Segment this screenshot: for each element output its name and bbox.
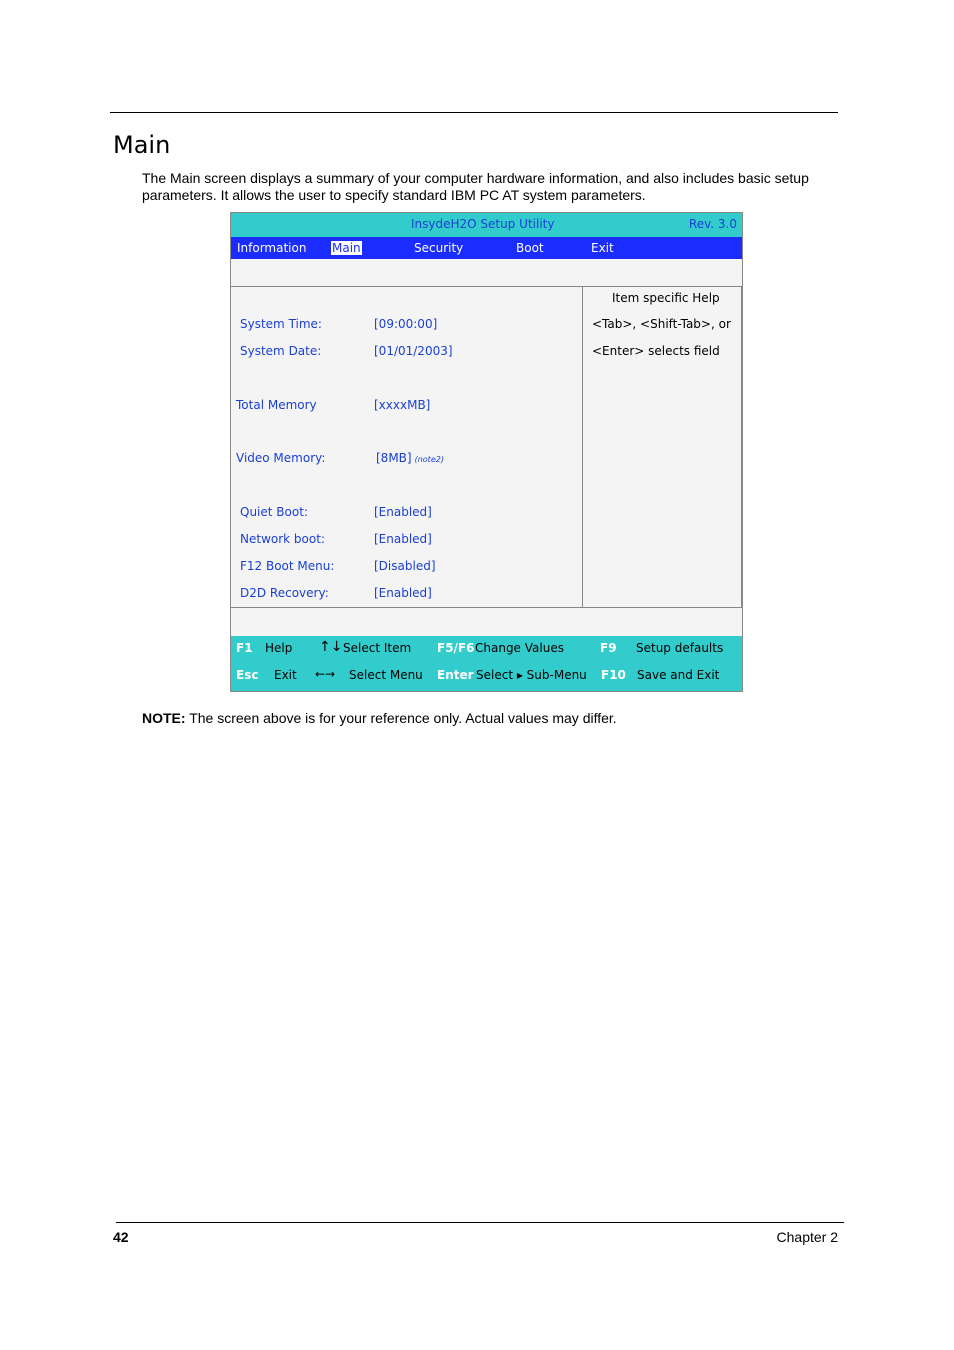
tab-security[interactable]: Security: [414, 241, 464, 255]
esc-key: Esc: [236, 668, 259, 682]
f1-key: F1: [236, 641, 253, 655]
d2d-recovery-label: D2D Recovery:: [240, 586, 329, 600]
tab-main[interactable]: Main: [332, 241, 361, 255]
page-number: 42: [113, 1229, 129, 1245]
d2d-recovery-value[interactable]: [Enabled]: [374, 586, 432, 600]
f10-key: F10: [601, 668, 626, 682]
video-memory-note: (note2): [414, 455, 444, 464]
bios-key-legend: [231, 636, 742, 691]
total-memory-value: [xxxxMB]: [374, 398, 431, 412]
f9-key: F9: [600, 641, 617, 655]
note-paragraph: [142, 710, 617, 726]
system-date-label: System Date:: [240, 344, 322, 358]
system-time-label: System Time:: [240, 317, 322, 331]
esc-desc: Exit: [274, 668, 297, 682]
quiet-boot-value[interactable]: [Enabled]: [374, 505, 432, 519]
network-boot-label: Network boot:: [240, 532, 325, 546]
f1-desc: Help: [265, 641, 293, 655]
network-boot-value[interactable]: [Enabled]: [374, 532, 432, 546]
select-menu-desc: Select Menu: [349, 668, 423, 682]
f12-boot-menu-value[interactable]: [Disabled]: [374, 559, 436, 573]
tab-exit[interactable]: Exit: [591, 241, 614, 255]
bios-screen: [230, 212, 743, 692]
help-line-2: <Enter> selects field: [592, 344, 720, 358]
system-time-value[interactable]: [09:00:00]: [374, 317, 438, 331]
tab-boot[interactable]: Boot: [516, 241, 544, 255]
quiet-boot-label: Quiet Boot:: [240, 505, 308, 519]
help-line-1: <Tab>, <Shift-Tab>, or: [592, 317, 731, 331]
bios-blank-row: [231, 259, 742, 287]
bios-settings-panel: [231, 287, 582, 607]
bios-revision: Rev. 3.0: [688, 217, 737, 231]
f9-desc: Setup defaults: [636, 641, 724, 655]
system-date-value[interactable]: [01/01/2003]: [374, 344, 453, 358]
bios-blank-bottom-row: [231, 607, 742, 637]
enter-key: Enter: [437, 668, 474, 682]
intro-paragraph: The Main screen displays a summary of your computer hardware information, and also includes basic setup parameters. It allows the user to specify standard IBM PC AT system parameters.: [142, 170, 809, 203]
page-title: Main: [113, 131, 171, 159]
enter-desc: Select ▸ Sub-Menu: [476, 668, 587, 682]
top-rule: [110, 112, 838, 113]
f5-f6-key: F5/F6: [437, 641, 475, 655]
f5-f6-desc: Change Values: [475, 641, 564, 655]
video-memory-amount: [8MB]: [376, 451, 412, 465]
bios-title-bar: [231, 213, 742, 237]
tab-information[interactable]: Information: [237, 241, 307, 255]
up-down-arrow-icon: ↑↓: [319, 639, 343, 655]
f12-boot-menu-label: F12 Boot Menu:: [240, 559, 335, 573]
bios-menu-bar: [231, 237, 742, 259]
chapter-label: Chapter 2: [776, 1229, 838, 1245]
video-memory-label: Video Memory:: [236, 451, 326, 465]
f10-desc: Save and Exit: [637, 668, 720, 682]
total-memory-label: Total Memory: [236, 398, 317, 412]
bios-title: InsydeH2O Setup Utility: [411, 217, 555, 231]
left-right-arrow-icon: ←→: [315, 667, 336, 681]
note-text: The screen above is for your reference only. Actual values may differ.: [189, 710, 617, 726]
note-label: NOTE:: [142, 710, 186, 726]
help-title: Item specific Help: [612, 291, 720, 305]
video-memory-value: [376, 451, 444, 465]
bios-help-panel: [582, 287, 742, 607]
select-item-desc: Select Item: [343, 641, 412, 655]
bottom-rule: [116, 1222, 844, 1223]
